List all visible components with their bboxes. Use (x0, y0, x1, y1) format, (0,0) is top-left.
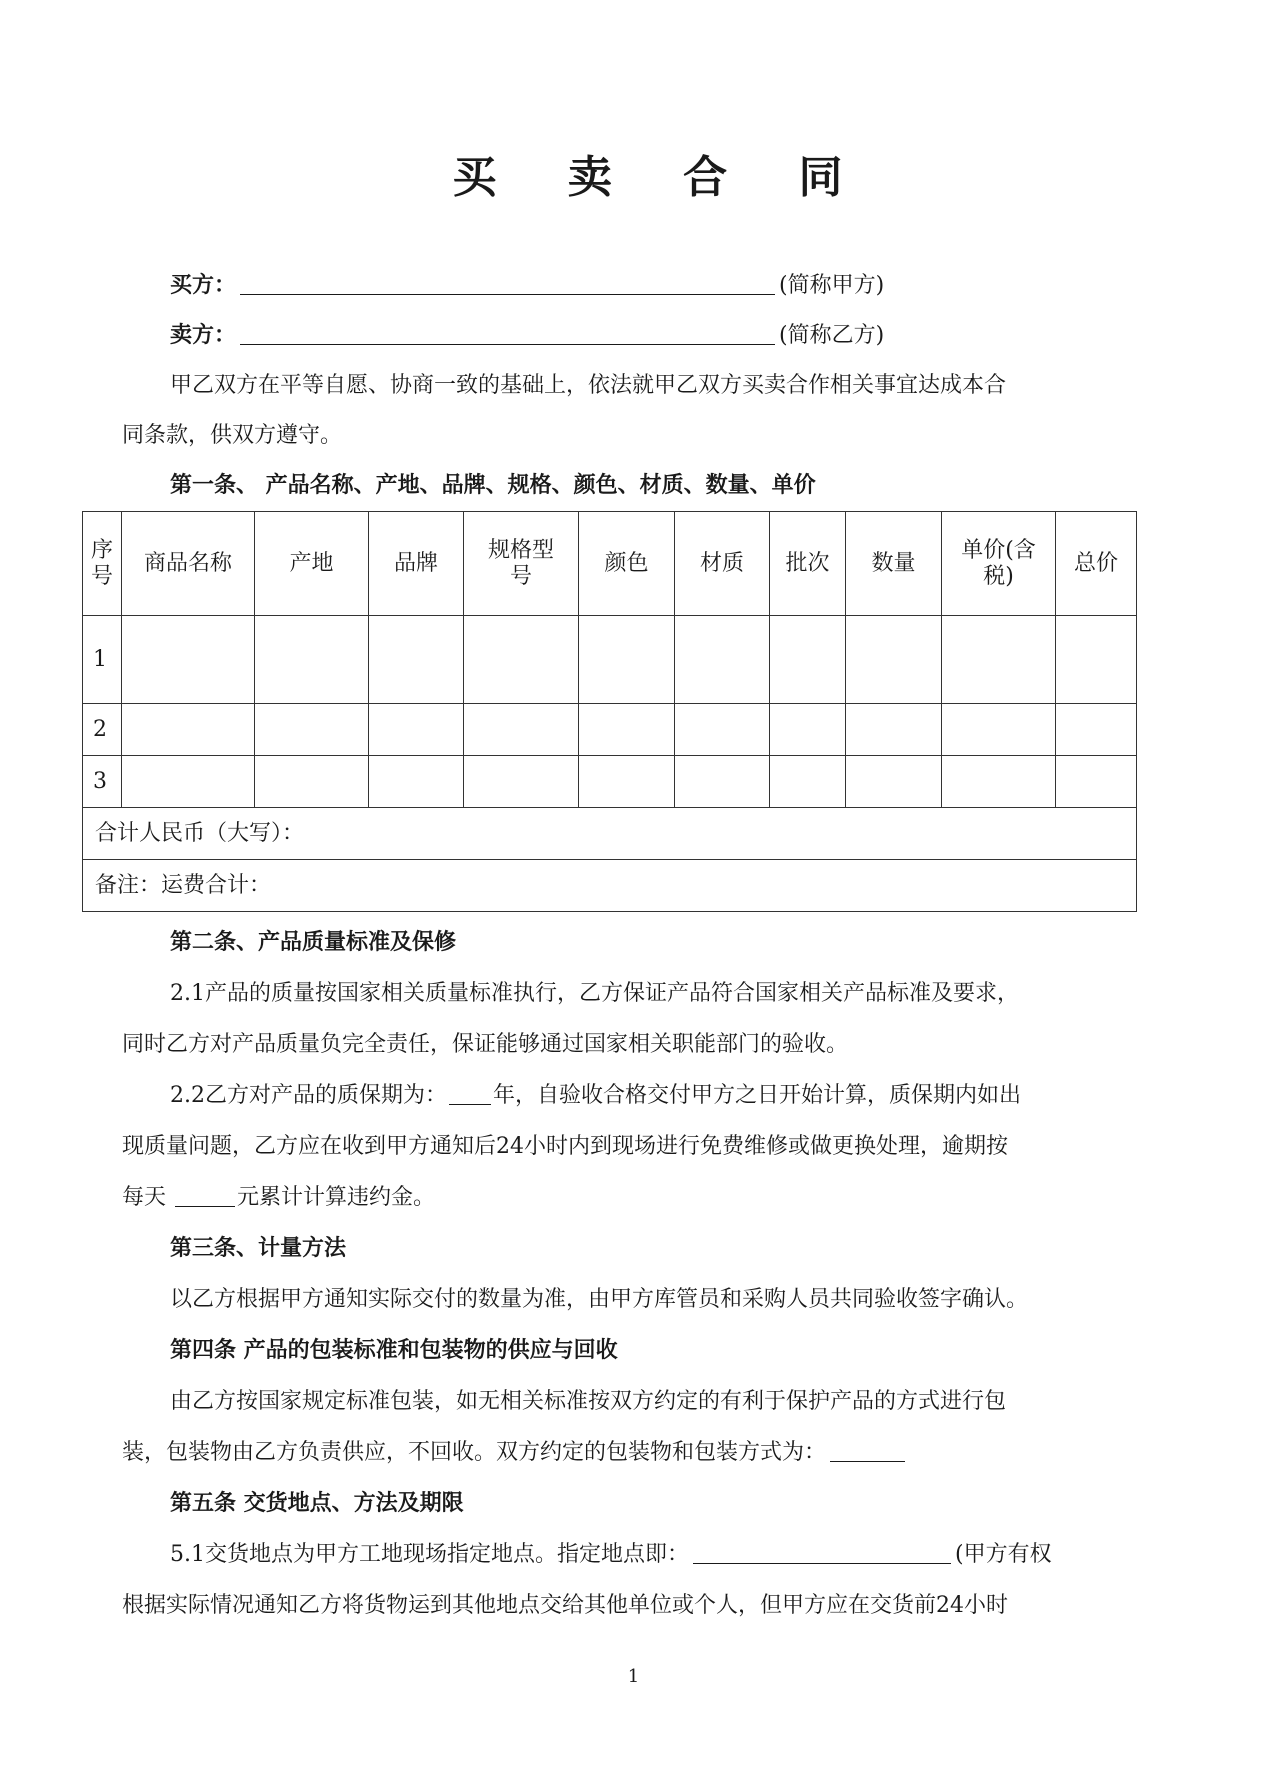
table-header-row (83, 512, 1137, 616)
col-header-brand: 品牌 (369, 512, 464, 616)
clause-2-2-line-1 (170, 1081, 1142, 1111)
col-header-total: 总价 (1056, 512, 1137, 616)
table-row (83, 616, 1137, 704)
table-cell[interactable] (942, 616, 1056, 704)
col-header-unit-price: 单价(含税) (942, 512, 1056, 616)
table-cell[interactable] (369, 756, 464, 808)
table-cell[interactable] (122, 616, 255, 704)
table-cell[interactable] (846, 756, 942, 808)
table-cell[interactable] (675, 756, 770, 808)
table-cell[interactable] (369, 616, 464, 704)
table-cell[interactable] (255, 704, 369, 756)
buyer-label: 买方： (170, 273, 237, 298)
packaging-method-blank[interactable] (830, 1439, 905, 1462)
table-cell[interactable] (942, 704, 1056, 756)
clause-5-1-text-b: (甲方有权 (955, 1542, 1052, 1567)
col-header-color: 颜色 (579, 512, 675, 616)
buyer-name-blank[interactable] (240, 272, 775, 295)
table-cell[interactable] (675, 616, 770, 704)
table-cell[interactable] (369, 704, 464, 756)
table-cell[interactable] (255, 616, 369, 704)
seller-label: 卖方： (170, 323, 237, 348)
table-cell[interactable] (464, 616, 579, 704)
clause-2-1-line-2: 同时乙方对产品质量负完全责任，保证能够通过国家相关职能部门的验收。 (122, 1032, 849, 1057)
row-number: 3 (83, 756, 122, 808)
table-cell[interactable] (579, 756, 675, 808)
table-cell[interactable] (464, 704, 579, 756)
clause-2-2-line-3 (122, 1183, 1142, 1213)
clause-2-2-line-2: 现质量问题，乙方应在收到甲方通知后24小时内到现场进行免费维修或做更换处理，逾期按 (122, 1134, 1008, 1159)
warranty-years-blank[interactable] (449, 1082, 491, 1105)
table-cell[interactable] (770, 756, 846, 808)
col-header-name: 商品名称 (122, 512, 255, 616)
page-number: 1 (627, 1666, 640, 1687)
clause-5-1-line-1 (170, 1540, 1142, 1570)
clause-2-2-text-b: 年，自验收合格交付甲方之日开始计算，质保期内如出 (493, 1083, 1022, 1108)
total-row (83, 808, 1137, 860)
goods-table (82, 511, 1137, 912)
table-cell[interactable] (942, 756, 1056, 808)
seller-line (170, 321, 1142, 351)
clause-5-1-line-2: 根据实际情况通知乙方将货物运到其他地点交给其他单位或个人，但甲方应在交货前24小时 (122, 1593, 1008, 1618)
col-header-material: 材质 (675, 512, 770, 616)
article-3-body: 以乙方根据甲方通知实际交付的数量为准，由甲方库管员和采购人员共同验收签字确认。 (170, 1287, 1029, 1312)
row-number: 1 (83, 616, 122, 704)
freight-note-label: 备注：运费合计： (83, 860, 1137, 912)
total-amount-label: 合计人民币（大写）： (83, 808, 1137, 860)
clause-2-1-line-1: 2.1产品的质量按国家相关质量标准执行，乙方保证产品符合国家相关产品标准及要求， (170, 981, 1019, 1006)
clause-5-1-text-a: 5.1交货地点为甲方工地现场指定地点。指定地点即： (170, 1542, 689, 1567)
table-cell[interactable] (1056, 616, 1137, 704)
clause-2-2-text-d: 元累计计算违约金。 (237, 1185, 436, 1210)
table-cell[interactable] (846, 704, 942, 756)
table-cell[interactable] (770, 616, 846, 704)
preamble-line-2: 同条款，供双方遵守。 (122, 423, 343, 448)
table-row (83, 704, 1137, 756)
seller-name-blank[interactable] (240, 322, 775, 345)
article-2-title: 第二条、产品质量标准及保修 (170, 930, 457, 955)
table-cell[interactable] (1056, 704, 1137, 756)
clause-2-2-text-a: 2.2乙方对产品的质保期为： (170, 1083, 447, 1108)
clause-2-2-text-c: 每天 (122, 1185, 173, 1210)
table-row (83, 756, 1137, 808)
table-cell[interactable] (1056, 756, 1137, 808)
col-header-spec: 规格型号 (464, 512, 579, 616)
table-cell[interactable] (464, 756, 579, 808)
note-row (83, 860, 1137, 912)
col-header-batch: 批次 (770, 512, 846, 616)
article-4-line-1: 由乙方按国家规定标准包装，如无相关标准按双方约定的有利于保护产品的方式进行包 (170, 1389, 1007, 1414)
daily-penalty-blank[interactable] (175, 1184, 235, 1207)
article-5-title: 第五条 交货地点、方法及期限 (170, 1491, 464, 1516)
table-cell[interactable] (579, 616, 675, 704)
seller-suffix: (简称乙方) (779, 323, 885, 348)
table-cell[interactable] (255, 756, 369, 808)
delivery-place-blank[interactable] (693, 1541, 951, 1564)
table-cell[interactable] (846, 616, 942, 704)
row-number: 2 (83, 704, 122, 756)
article-4-line-2 (122, 1438, 1142, 1468)
article-1-title: 第一条、 产品名称、产地、品牌、规格、颜色、材质、数量、单价 (170, 473, 816, 498)
table-cell[interactable] (122, 704, 255, 756)
col-header-seq: 序号 (83, 512, 122, 616)
table-cell[interactable] (579, 704, 675, 756)
col-header-qty: 数量 (846, 512, 942, 616)
article-4-title: 第四条 产品的包装标准和包装物的供应与回收 (170, 1338, 618, 1363)
article-3-title: 第三条、计量方法 (170, 1236, 347, 1261)
table-cell[interactable] (770, 704, 846, 756)
buyer-suffix: (简称甲方) (779, 273, 885, 298)
col-header-origin: 产地 (255, 512, 369, 616)
table-cell[interactable] (122, 756, 255, 808)
article-4-text: 装，包装物由乙方负责供应，不回收。双方约定的包装物和包装方式为： (122, 1440, 827, 1465)
buyer-line (170, 271, 1142, 301)
contract-title: 买 卖 合 同 (452, 152, 871, 203)
table-cell[interactable] (675, 704, 770, 756)
preamble-line-1: 甲乙双方在平等自愿、协商一致的基础上，依法就甲乙双方买卖合作相关事宜达成本合 (170, 373, 1007, 398)
